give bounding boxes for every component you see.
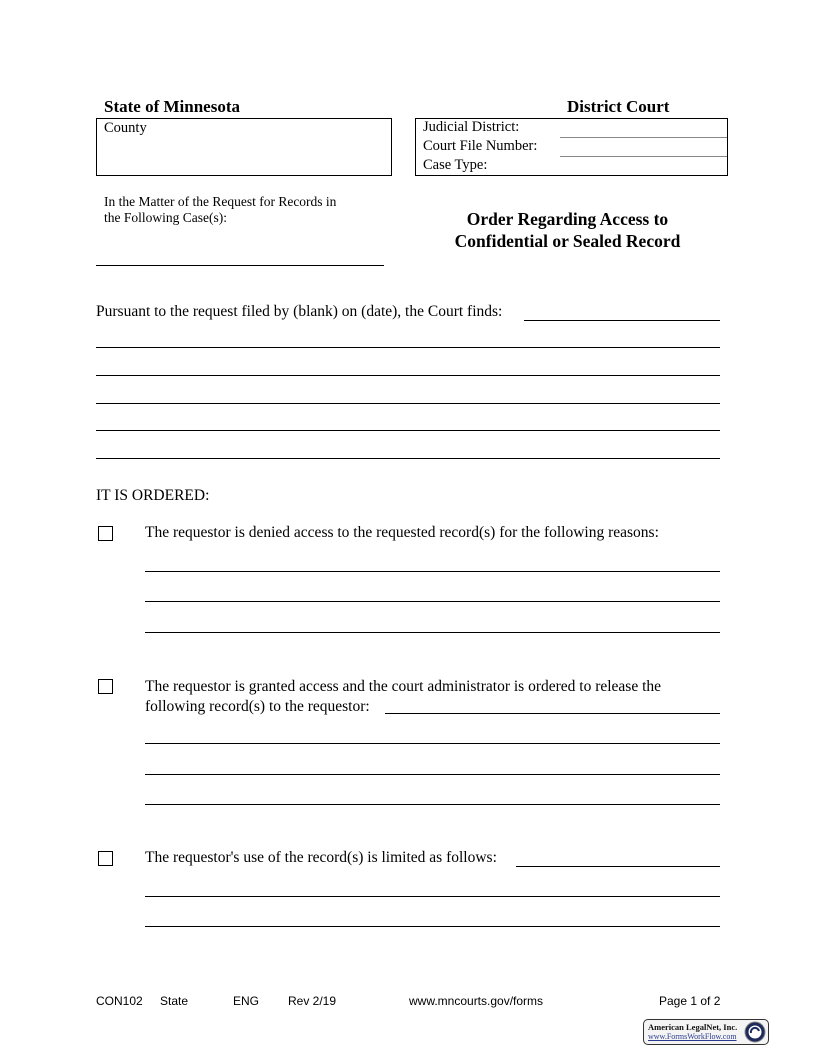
- grant-access-line-1: The requestor is granted access and the court administrator is ordered to release the: [145, 678, 662, 695]
- case-name-line[interactable]: [96, 265, 384, 266]
- logo-company-name: American LegalNet, Inc.: [648, 1022, 738, 1032]
- form-code: CON102: [96, 994, 143, 1008]
- limit-line-2[interactable]: [145, 926, 720, 927]
- limit-use-checkbox[interactable]: [98, 851, 113, 866]
- court-file-number-field[interactable]: [560, 156, 727, 157]
- deny-access-checkbox[interactable]: [98, 526, 113, 541]
- findings-line-5[interactable]: [96, 458, 720, 459]
- state-name: State of Minnesota: [104, 97, 240, 116]
- findings-line-1[interactable]: [96, 347, 720, 348]
- grant-record-line-3[interactable]: [145, 804, 720, 805]
- title-line-1: Order Regarding Access to: [466, 209, 669, 229]
- matter-line-2: the Following Case(s):: [104, 210, 227, 225]
- county-label: County: [104, 120, 147, 136]
- findings-text: Pursuant to the request filed by (blank) on (date), the Court finds:: [96, 303, 503, 320]
- logo-url[interactable]: www.FormsWorkFlow.com: [648, 1032, 737, 1041]
- matter-caption: [104, 194, 336, 226]
- document-title: [420, 208, 715, 252]
- findings-line-0[interactable]: [524, 320, 720, 321]
- forms-url[interactable]: www.mncourts.gov/forms: [409, 994, 544, 1008]
- judicial-district-field[interactable]: [560, 137, 727, 138]
- grant-access-text: [145, 677, 661, 717]
- page-number: Page 1 of 2: [659, 994, 721, 1008]
- findings-line-4[interactable]: [96, 430, 720, 431]
- court-name: District Court: [567, 97, 670, 116]
- judicial-district-label: Judicial District:: [423, 119, 520, 135]
- form-revision: Rev 2/19: [288, 994, 337, 1008]
- grant-record-line-1[interactable]: [145, 743, 720, 744]
- deny-access-text: The requestor is denied access to the requested record(s) for the following reasons:: [145, 524, 659, 541]
- findings-line-2[interactable]: [96, 375, 720, 376]
- grant-access-line-2: following record(s) to the requestor:: [145, 698, 370, 715]
- findings-line-3[interactable]: [96, 403, 720, 404]
- limit-line-1[interactable]: [145, 896, 720, 897]
- limit-use-text: The requestor's use of the record(s) is limited as follows:: [145, 849, 497, 866]
- order-heading: IT IS ORDERED:: [96, 487, 210, 504]
- case-info-box: [415, 118, 728, 176]
- seal-icon: [744, 1021, 766, 1043]
- case-type-label: Case Type:: [423, 157, 488, 173]
- form-language: ENG: [233, 994, 260, 1008]
- deny-reason-line-3[interactable]: [145, 632, 720, 633]
- grant-record-line-2[interactable]: [145, 774, 720, 775]
- limit-line-0[interactable]: [516, 866, 720, 867]
- deny-reason-line-2[interactable]: [145, 601, 720, 602]
- matter-line-1: In the Matter of the Request for Records in: [104, 194, 337, 209]
- deny-reason-line-1[interactable]: [145, 571, 720, 572]
- grant-access-checkbox[interactable]: [98, 679, 113, 694]
- form-scope: State: [160, 994, 189, 1008]
- title-line-2: Confidential or Sealed Record: [454, 231, 681, 251]
- court-file-number-label: Court File Number:: [423, 138, 538, 154]
- grant-record-line-0[interactable]: [385, 713, 720, 714]
- county-box[interactable]: [96, 118, 392, 176]
- american-legalnet-logo[interactable]: [643, 1019, 769, 1045]
